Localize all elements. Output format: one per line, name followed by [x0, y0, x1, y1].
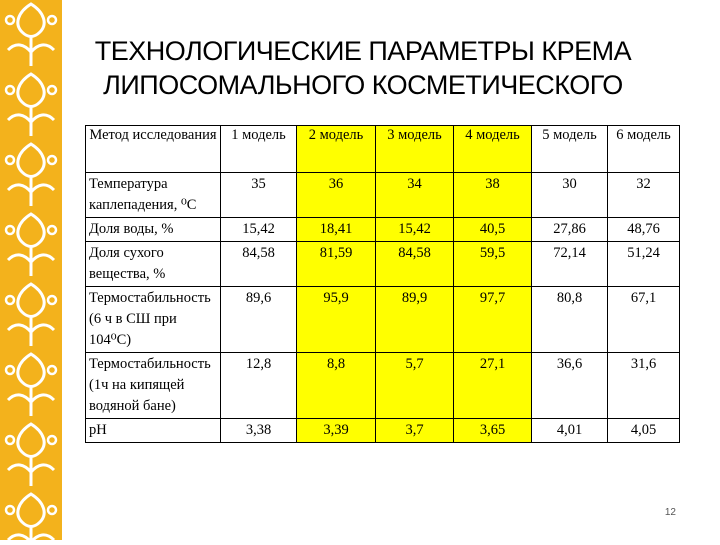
- cell-value: 15,42: [376, 218, 454, 242]
- cell-value: 27,86: [532, 218, 608, 242]
- cell-value: 4,01: [532, 419, 608, 443]
- cell-value: 8,8: [297, 353, 376, 419]
- cell-value: 12,8: [221, 353, 297, 419]
- cell-value: 84,58: [376, 242, 454, 287]
- cell-value: 84,58: [221, 242, 297, 287]
- page-number: 12: [664, 507, 676, 518]
- cell-value: 27,1: [454, 353, 532, 419]
- cell-value: 34: [376, 173, 454, 218]
- cell-value: 38: [454, 173, 532, 218]
- title-line-1: ТЕХНОЛОГИЧЕСКИЕ ПАРАМЕТРЫ КРЕМА: [94, 36, 632, 66]
- header-model-1: 1 модель: [221, 126, 297, 173]
- table-row: [86, 287, 680, 353]
- header-method: Метод исследования: [86, 126, 221, 173]
- cell-value: 89,9: [376, 287, 454, 353]
- cell-value: 36,6: [532, 353, 608, 419]
- cell-value: 36: [297, 173, 376, 218]
- header-model-5: 5 модель: [532, 126, 608, 173]
- title-line-2: ЛИПОСОМАЛЬНОГО КОСМЕТИЧЕСКОГО: [103, 70, 623, 100]
- row-label: Доля сухого вещества, %: [86, 242, 221, 287]
- row-label: Доля воды, %: [86, 218, 221, 242]
- cell-value: 80,8: [532, 287, 608, 353]
- cell-value: 3,7: [376, 419, 454, 443]
- cell-value: 97,7: [454, 287, 532, 353]
- header-model-3: 3 модель: [376, 126, 454, 173]
- cell-value: 3,38: [221, 419, 297, 443]
- table-row: [86, 419, 680, 443]
- table-row: [86, 353, 680, 419]
- header-model-2: 2 модель: [297, 126, 376, 173]
- header-model-4: 4 модель: [454, 126, 532, 173]
- table-row: [86, 218, 680, 242]
- cell-value: 95,9: [297, 287, 376, 353]
- row-label: pH: [86, 419, 221, 443]
- cell-value: 81,59: [297, 242, 376, 287]
- page-title: [48, 34, 678, 102]
- cell-value: 5,7: [376, 353, 454, 419]
- cell-value: 72,14: [532, 242, 608, 287]
- table-row: [86, 173, 680, 218]
- row-label: Термостабильность (6 ч в СШ при 104⁰С): [86, 287, 221, 353]
- cell-value: 3,65: [454, 419, 532, 443]
- row-label: Термостабильность (1ч на кипящей водяной бане): [86, 353, 221, 419]
- cell-value: 32: [608, 173, 680, 218]
- table-header-row: [86, 126, 680, 173]
- cell-value: 59,5: [454, 242, 532, 287]
- cell-value: 3,39: [297, 419, 376, 443]
- cell-value: 4,05: [608, 419, 680, 443]
- cell-value: 89,6: [221, 287, 297, 353]
- cell-value: 51,24: [608, 242, 680, 287]
- row-label: Температура каплепадения, ⁰С: [86, 173, 221, 218]
- header-model-6: 6 модель: [608, 126, 680, 173]
- cell-value: 15,42: [221, 218, 297, 242]
- cell-value: 35: [221, 173, 297, 218]
- table-row: [86, 242, 680, 287]
- cell-value: 30: [532, 173, 608, 218]
- cell-value: 18,41: [297, 218, 376, 242]
- parameters-table: [85, 125, 680, 443]
- cell-value: 48,76: [608, 218, 680, 242]
- cell-value: 31,6: [608, 353, 680, 419]
- cell-value: 40,5: [454, 218, 532, 242]
- cell-value: 67,1: [608, 287, 680, 353]
